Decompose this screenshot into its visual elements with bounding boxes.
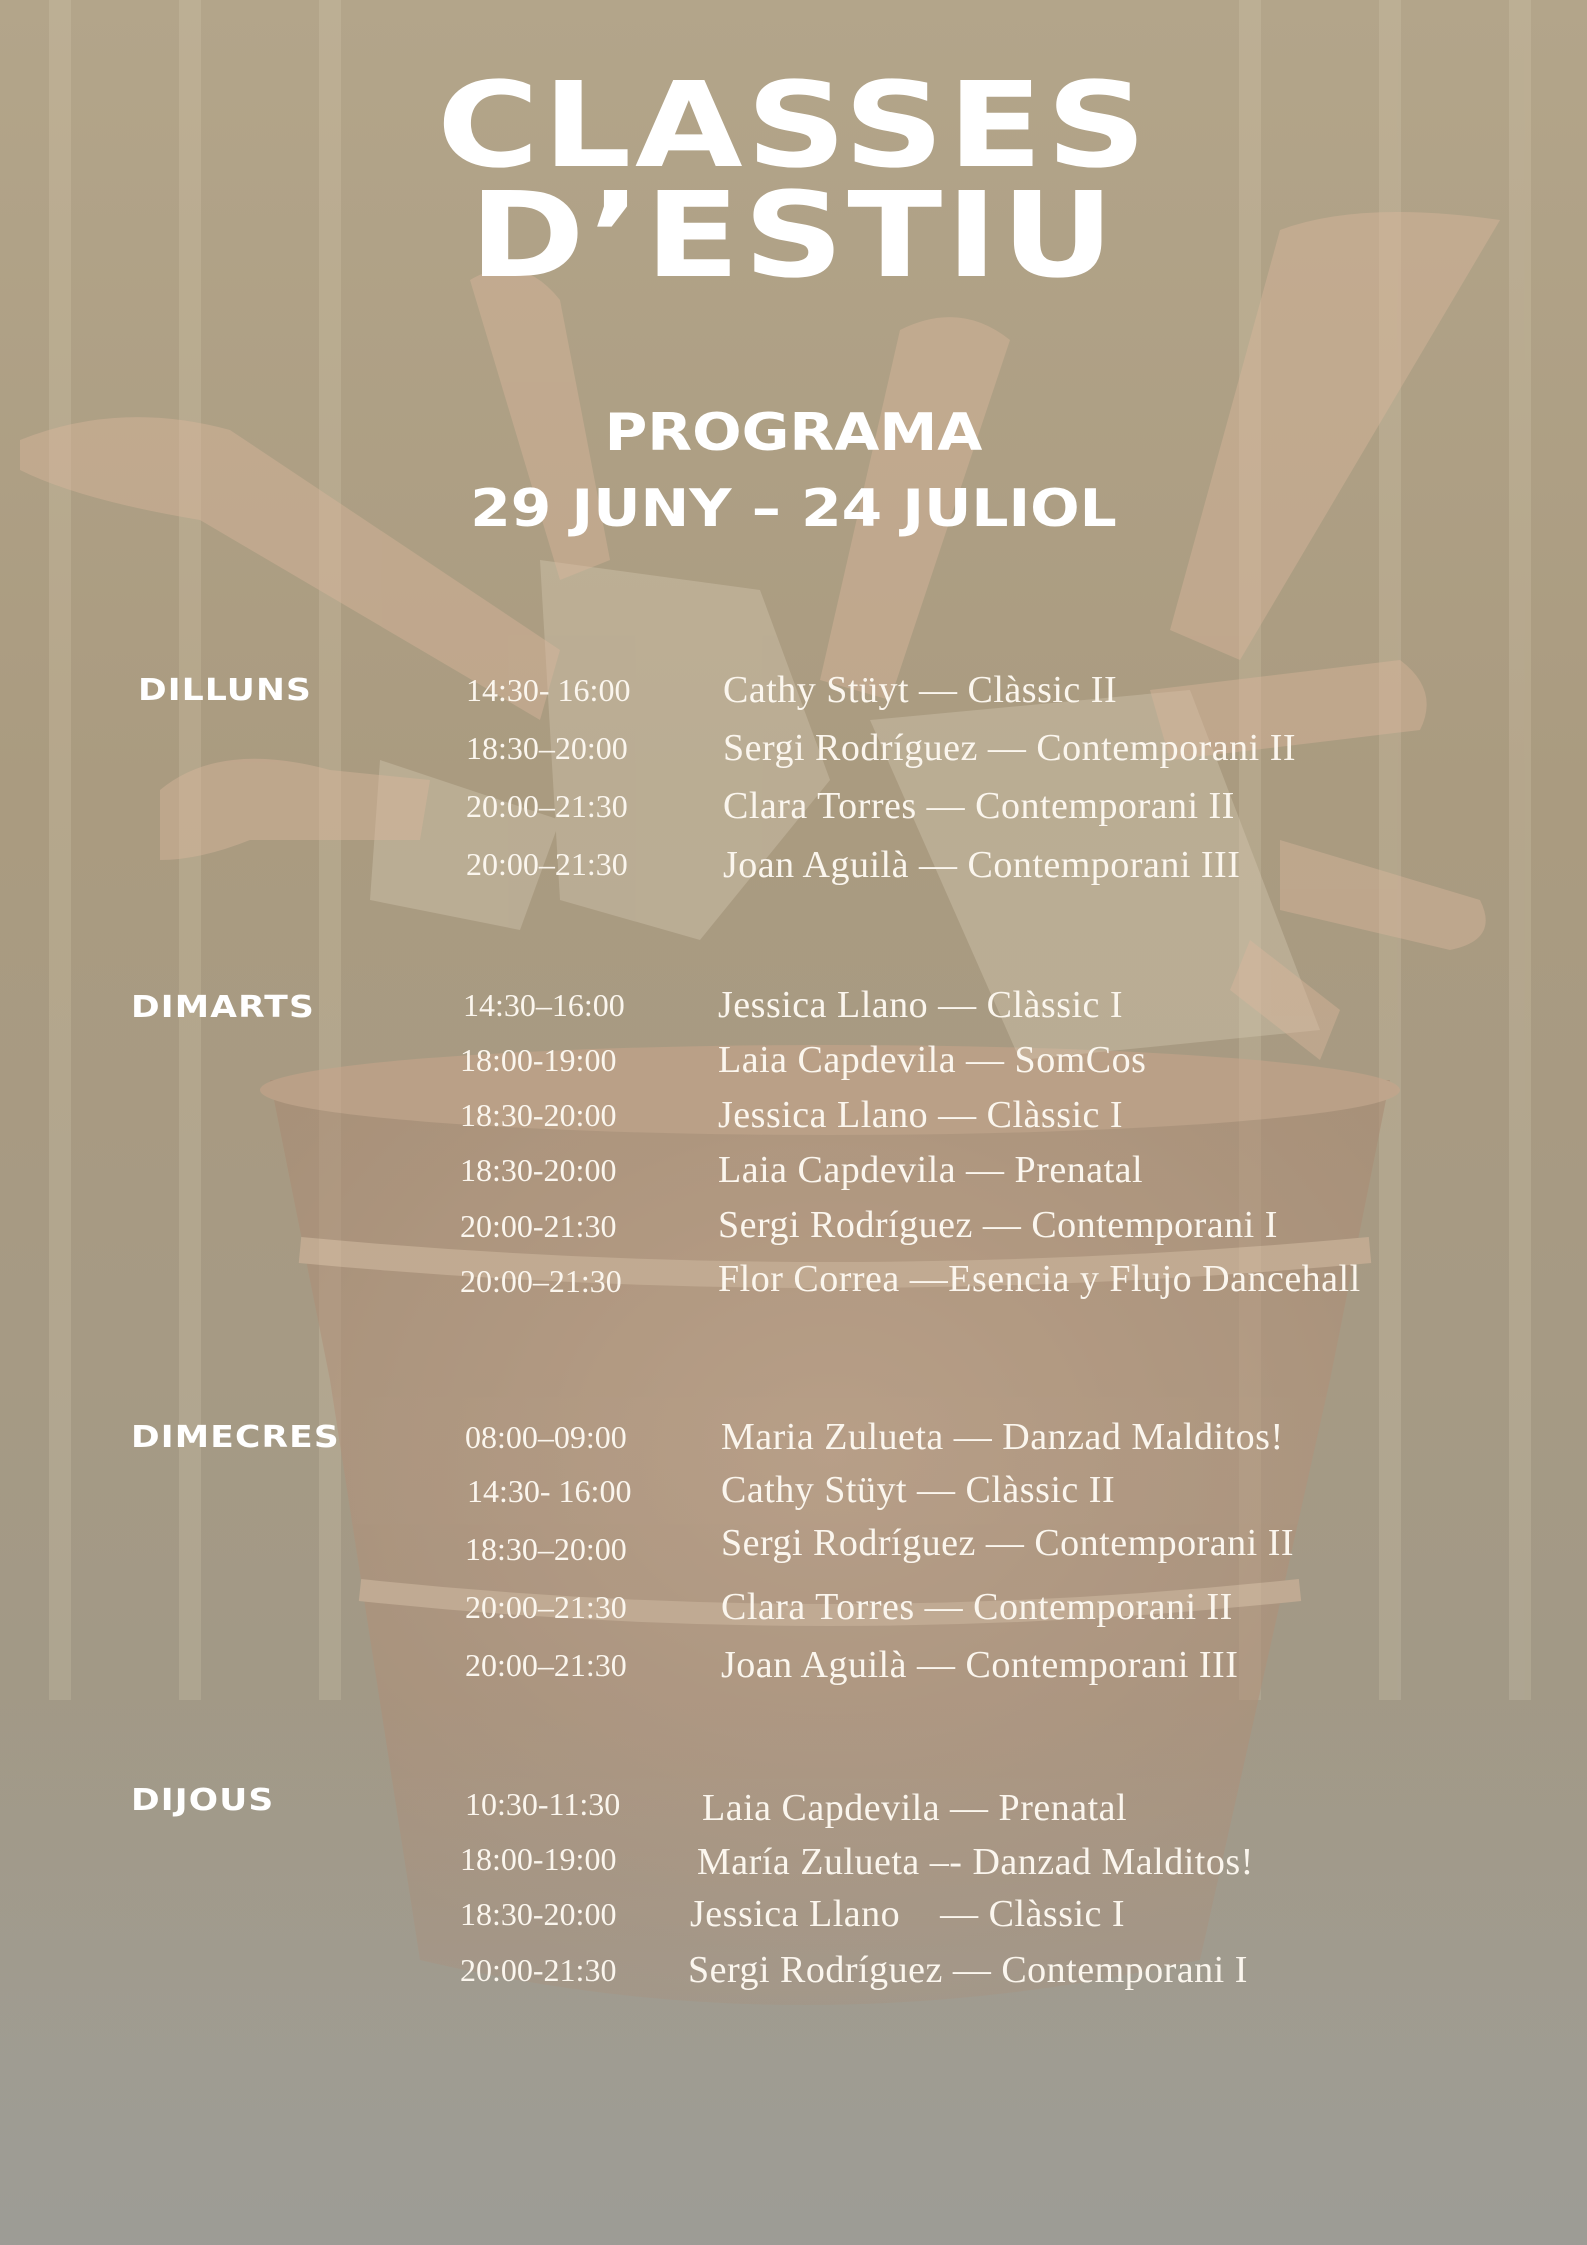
slot-class: Sergi Rodríguez — Contemporani II [723, 727, 1297, 769]
slot-class: Sergi Rodríguez — Contemporani I [688, 1949, 1248, 1991]
day-label-dilluns: DILLUNS [138, 673, 313, 708]
slot-time: 10:30-11:30 [465, 1786, 621, 1822]
slot-class: Joan Aguilà — Contemporani III [721, 1644, 1239, 1686]
slot-time: 20:00–21:30 [465, 1589, 627, 1625]
slot-time: 18:30-20:00 [460, 1097, 617, 1133]
slot-time: 08:00–09:00 [465, 1419, 627, 1455]
slot-time: 14:30- 16:00 [466, 672, 631, 708]
poster-subtitle [0, 395, 1587, 547]
slot-class: María Zulueta –- Danzad Malditos! [697, 1841, 1254, 1883]
poster-title [0, 56, 1587, 304]
slot-class: Joan Aguilà — Contemporani III [723, 844, 1241, 886]
day-label-dimecres: DIMECRES [131, 1420, 340, 1455]
slot-time: 18:30–20:00 [465, 1531, 627, 1567]
slot-time: 18:00-19:00 [460, 1841, 617, 1877]
day-label-dijous: DIJOUS [131, 1783, 275, 1818]
slot-class: Clara Torres — Contemporani II [723, 785, 1235, 827]
slot-class: Jessica Llano — Clàssic I [690, 1893, 1126, 1935]
slot-time: 20:00–21:30 [466, 846, 628, 882]
slot-class: Laia Capdevila — Prenatal [718, 1149, 1144, 1191]
slot-class: Cathy Stüyt — Clàssic II [723, 669, 1118, 711]
slot-class: Maria Zulueta — Danzad Malditos! [721, 1416, 1284, 1458]
subtitle-line-1: PROGRAMA [604, 403, 983, 463]
slot-time: 20:00-21:30 [460, 1952, 617, 1988]
slot-class: Flor Correa —Esencia y Flujo Dancehall [718, 1258, 1361, 1300]
title-line-1: CLASSES [436, 56, 1151, 194]
slot-time: 20:00-21:30 [460, 1208, 617, 1244]
slot-time: 18:30–20:00 [466, 730, 628, 766]
day-label-dimarts: DIMARTS [131, 990, 315, 1025]
slot-time: 14:30- 16:00 [467, 1473, 632, 1509]
slot-class: Clara Torres — Contemporani II [721, 1586, 1233, 1628]
slot-time: 18:30-20:00 [460, 1152, 617, 1188]
slot-time: 18:30-20:00 [460, 1896, 617, 1932]
slot-time: 20:00–21:30 [460, 1263, 622, 1299]
slot-time: 18:00-19:00 [460, 1042, 617, 1078]
slot-class: Cathy Stüyt — Clàssic II [721, 1469, 1116, 1511]
slot-class: Jessica Llano — Clàssic I [718, 984, 1124, 1026]
slot-class: Laia Capdevila — SomCos [718, 1039, 1147, 1081]
slot-class: Laia Capdevila — Prenatal [702, 1787, 1128, 1829]
subtitle-line-2: 29 JUNY – 24 JULIOL [470, 479, 1117, 539]
slot-class: Sergi Rodríguez — Contemporani II [721, 1522, 1295, 1564]
slot-time: 20:00–21:30 [466, 788, 628, 824]
slot-time: 20:00–21:30 [465, 1647, 627, 1683]
slot-class: Sergi Rodríguez — Contemporani I [718, 1204, 1278, 1246]
slot-time: 14:30–16:00 [463, 987, 625, 1023]
slot-class: Jessica Llano — Clàssic I [718, 1094, 1124, 1136]
title-line-2: D’ESTIU [469, 166, 1118, 304]
